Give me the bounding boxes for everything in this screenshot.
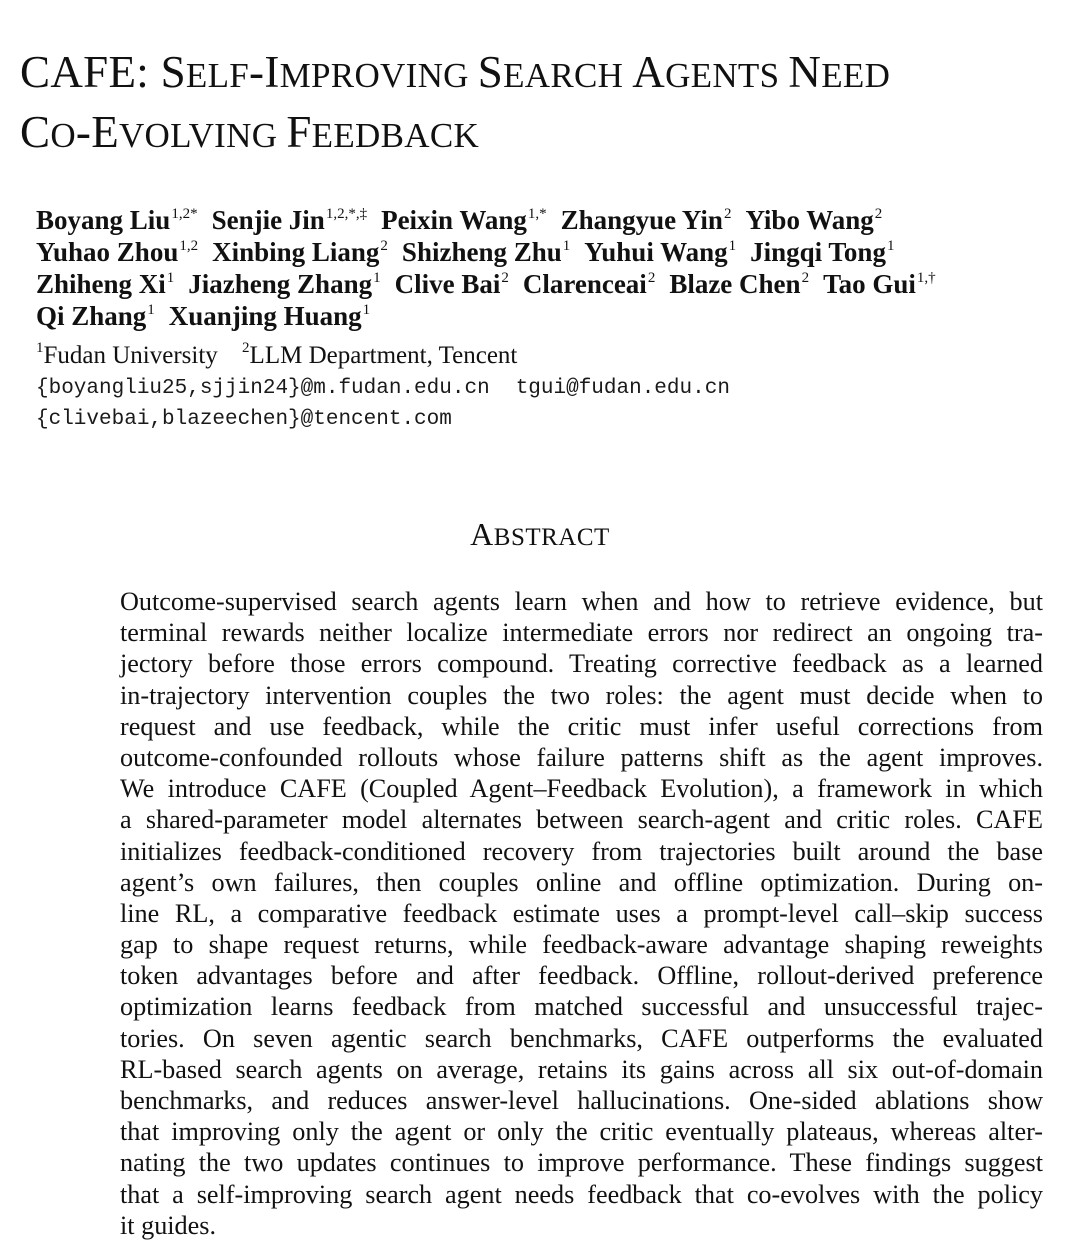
title-segment: C [20, 107, 51, 157]
abstract-line: outcome-confounded rollouts whose failure patterns shift as the agent improves. [120, 742, 1043, 772]
abstract-line: initializes feedback-conditioned recovery from trajectories built around the base [120, 836, 1043, 866]
email-line [36, 404, 730, 435]
title-segment: -E [75, 107, 119, 157]
author-line [36, 236, 1066, 268]
author [169, 300, 370, 332]
title-segment: EARCH [503, 56, 633, 95]
abstract-line: agent’s own failures, then couples online and offline optimization. During on- [120, 867, 1043, 897]
author [36, 236, 198, 268]
author-affiliation-marker: 2 [501, 270, 509, 286]
abstract-line: that improving only the agent or only the critic eventually plateaus, whereas alter- [120, 1117, 1043, 1147]
email-link[interactable]: {clivebai,blazeechen}@tencent.com [36, 408, 452, 431]
author-name: Tao Gui [823, 269, 916, 299]
author-affiliation-marker: 2 [723, 206, 732, 222]
abstract-line: Outcome-supervised search agents learn when and how to retrieve evidence, but [120, 587, 1043, 616]
author [36, 204, 198, 236]
abstract-heading-rest: BSTRACT [493, 524, 610, 551]
abstract-line: token advantages before and after feedback. Offline, rollout-derived preference [120, 961, 1043, 991]
abstract-body [120, 586, 1043, 1241]
email-block [36, 373, 730, 435]
author-affiliation-marker: 1,* [527, 206, 547, 222]
author-line [36, 300, 1066, 332]
author [669, 268, 809, 300]
author-name: Qi Zhang [36, 301, 147, 331]
affiliation-number: 2 [242, 340, 250, 356]
email-line [36, 373, 730, 404]
abstract-line: a shared-parameter model alternates between search-agent and critic roles. CAFE [120, 805, 1043, 835]
author-affiliation-marker: 1 [373, 270, 381, 286]
author-name: Clive Bai [394, 269, 501, 299]
author [188, 268, 380, 300]
abstract-line: that a self-improving search agent needs feedback that co-evolves with the policy [120, 1179, 1043, 1209]
abstract-line: RL-based search agents on average, retains its gains across all six out-of-domain [120, 1054, 1043, 1084]
author-name: Xuanjing Huang [168, 301, 362, 331]
affiliation-number: 1 [36, 340, 44, 356]
author-affiliation-marker: 1 [362, 302, 371, 318]
author-affiliation-marker: 2 [647, 270, 656, 286]
title-segment: N [788, 47, 822, 97]
email-link[interactable]: tgui@fudan.edu.cn [515, 377, 730, 400]
author-affiliation-marker: 2 [801, 270, 810, 286]
author-name: Jingqi Tong [750, 237, 886, 267]
title-segment: GENTS [665, 56, 789, 95]
title-segment: VOLVING [118, 116, 287, 155]
author-affiliation-marker: 2 [874, 206, 883, 222]
author [212, 236, 388, 268]
author [823, 268, 936, 300]
author-name: Zhangyue Yin [560, 205, 723, 235]
title-segment: C [20, 47, 51, 97]
title-line [20, 44, 1070, 104]
affiliations [36, 340, 535, 372]
author-affiliation-marker: 1,† [916, 270, 936, 286]
author-affiliation-marker: 1 [147, 302, 155, 318]
author-affiliation-marker: 1,2 [179, 238, 199, 254]
author-line [36, 268, 1066, 300]
abstract-line: request and use feedback, while the critic must infer useful corrections from [120, 711, 1043, 741]
title-segment: AFE: [50, 47, 161, 97]
author-affiliation-marker: 1 [166, 270, 175, 286]
author [36, 268, 174, 300]
affiliation-name: Fudan University [43, 342, 218, 369]
title-segment: MPROVING [279, 56, 478, 95]
author-affiliation-marker: 1 [886, 238, 895, 254]
author-name: Yibo Wang [745, 205, 874, 235]
email-link[interactable]: {boyangliu25,sjjin24}@m.fudan.edu.cn [36, 377, 490, 400]
author-name: Jiazheng Zhang [188, 269, 373, 299]
abstract-heading [0, 514, 1080, 558]
author [381, 204, 547, 236]
abstract-line: terminal rewards neither localize intermediate errors nor redirect an ongoing tra- [120, 618, 1043, 648]
title-segment: S [477, 47, 504, 97]
title-segment: ELF [185, 56, 250, 95]
author [584, 236, 736, 268]
author-affiliation-marker: 1 [728, 238, 737, 254]
title-segment: A [632, 47, 666, 97]
abstract-line: jectory before those errors compound. Treating corrective feedback as a learned [120, 649, 1043, 679]
author-affiliation-marker: 1 [562, 238, 571, 254]
title-segment: S [160, 47, 186, 97]
abstract-line: tories. On seven agentic search benchmarks, CAFE outperforms the evaluated [120, 1023, 1043, 1053]
author-name: Peixin Wang [381, 205, 527, 235]
author [523, 268, 655, 300]
author [561, 204, 732, 236]
abstract-line: We introduce CAFE (Coupled Agent–Feedback Evolution), a framework in which [120, 774, 1043, 804]
author-line [36, 204, 1066, 236]
abstract-line: in-trajectory intervention couples the two roles: the agent must decide when to [120, 680, 1043, 710]
title-segment: F [286, 107, 312, 157]
abstract-line: gap to shape request returns, while feedback-aware advantage shaping reweights [120, 930, 1043, 960]
author-name: Yuhui Wang [584, 237, 728, 267]
affiliation [36, 342, 218, 369]
author-affiliation-marker: 2 [380, 238, 388, 254]
author [745, 204, 882, 236]
author [395, 268, 509, 300]
author [36, 300, 155, 332]
author [212, 204, 368, 236]
author-name: Xinbing Liang [212, 237, 380, 267]
author-name: Yuhao Zhou [36, 237, 179, 267]
title-segment: EEDBACK [311, 116, 480, 155]
affiliation-name: LLM Department, Tencent [249, 342, 518, 369]
abstract-line: it guides. [120, 1210, 217, 1240]
title-segment: EED [821, 56, 891, 95]
abstract-line: benchmarks, and reduces answer-level hallucinations. One-sided ablations show [120, 1086, 1043, 1115]
abstract-heading-initial: A [470, 516, 494, 552]
title-line [20, 104, 1070, 164]
title-segment: O [50, 116, 76, 155]
title-segment: -I [249, 47, 280, 97]
author-name: Blaze Chen [669, 269, 801, 299]
author-name: Boyang Liu [36, 205, 171, 235]
author-list [36, 204, 1066, 332]
author [402, 236, 570, 268]
author-name: Senjie Jin [211, 205, 325, 235]
abstract-line: optimization learns feedback from matched successful and unsuccessful trajec- [120, 992, 1043, 1022]
author-name: Zhiheng Xi [36, 269, 166, 299]
affiliation [242, 342, 517, 369]
author-affiliation-marker: 1,2* [171, 206, 198, 222]
author-name: Clarenceai [522, 269, 647, 299]
paper-title [20, 44, 1070, 164]
abstract-line: nating the two updates continues to improve performance. These findings suggest [120, 1148, 1043, 1178]
abstract-line: line RL, a comparative feedback estimate uses a prompt-level call–skip success [120, 898, 1043, 928]
author-name: Shizheng Zhu [401, 237, 562, 267]
author-affiliation-marker: 1,2,*,‡ [325, 206, 368, 222]
author [750, 236, 894, 268]
